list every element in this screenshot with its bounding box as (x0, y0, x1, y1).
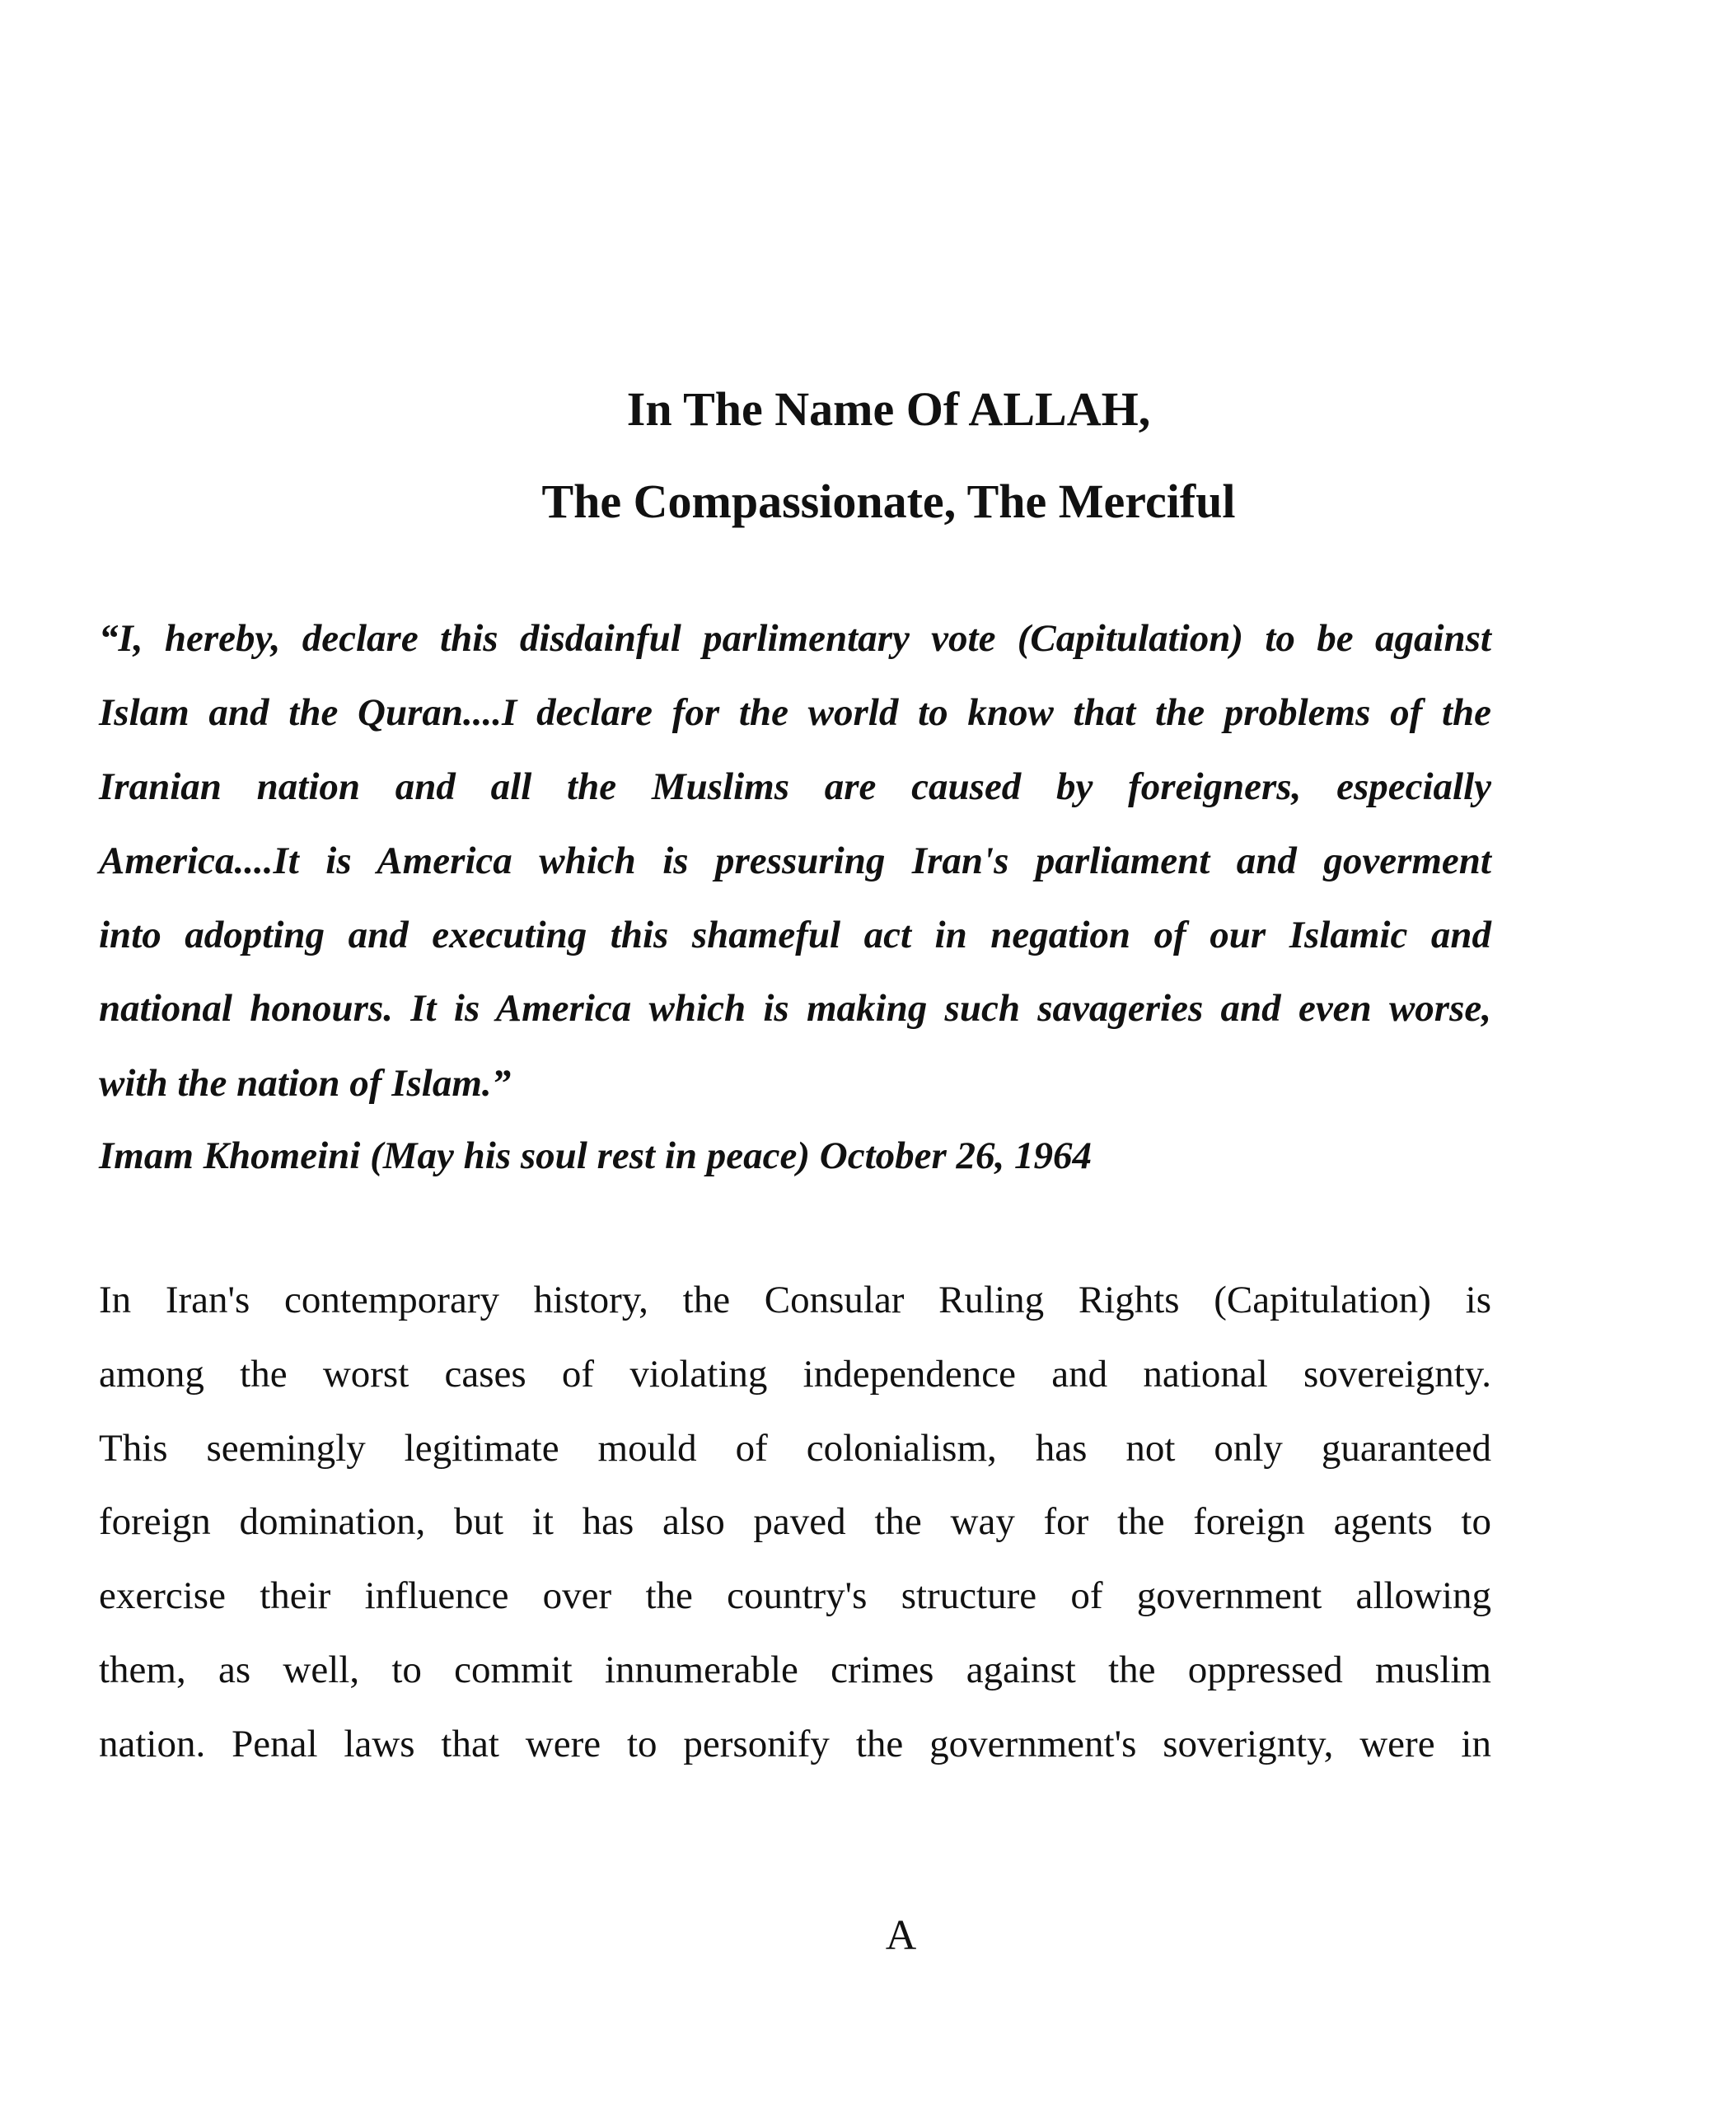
paragraph-line: them, as well, to commit innumerable crimes against the oppressed muslim (99, 1648, 1491, 1691)
quote-line: America....It is America which is pressuring Iran's parliament and goverment (99, 839, 1491, 882)
page-subtitle: The Compassionate, The Merciful (541, 475, 1236, 528)
paragraph-line: exercise their influence over the country's structure of government allowing (99, 1574, 1491, 1617)
quote-line: “I, hereby, declare this disdainful parlimentary vote (Capitulation) to be against (99, 617, 1491, 660)
page-marker: A (885, 1912, 917, 1959)
quote-line: Iranian nation and all the Muslims are caused by foreigners, especially (99, 765, 1491, 808)
page-title: In The Name Of ALLAH, (626, 382, 1151, 436)
paragraph-line: This seemingly legitimate mould of colonialism, has not only guaranteed (99, 1427, 1491, 1470)
paragraph-line: In Iran's contemporary history, the Consular Ruling Rights (Capitulation) is (99, 1279, 1491, 1321)
quote-line: into adopting and executing this shameful act in negation of our Islamic and (99, 914, 1491, 956)
quote-line: Islam and the Quran....I declare for the world to know that the problems of the (99, 691, 1491, 734)
quote-line: with the nation of Islam.” (99, 1062, 512, 1105)
quote-attribution: Imam Khomeini (May his soul rest in peace) October 26, 1964 (99, 1134, 1093, 1177)
quote-line: national honours. It is America which is making such savageries and even worse, (99, 987, 1491, 1030)
paragraph-line: among the worst cases of violating independence and national sovereignty. (99, 1353, 1491, 1396)
paragraph-line: nation. Penal laws that were to personify the government's soverignty, were in (99, 1723, 1491, 1765)
paragraph-line: foreign domination, but it has also paved the way for the foreign agents to (99, 1500, 1491, 1543)
